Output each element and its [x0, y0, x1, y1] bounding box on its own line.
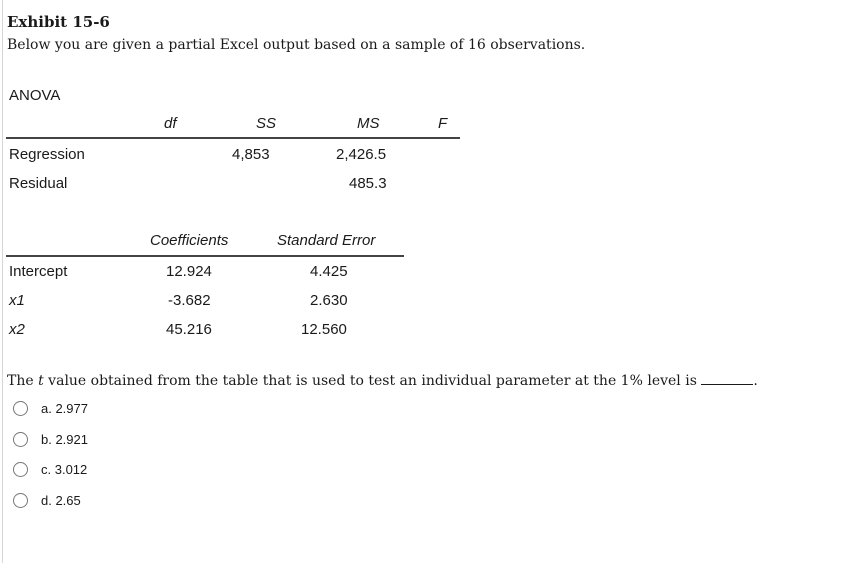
header-rule	[6, 137, 460, 139]
cell-x1-coef: -3.682	[168, 292, 211, 309]
header-ss: SS	[256, 115, 277, 132]
question-end: .	[753, 373, 758, 389]
anova-label: ANOVA	[9, 87, 61, 104]
option-a[interactable]	[13, 398, 88, 418]
question-part-2: value obtained from the table that is used to test an individual parameter at the 1% level is	[43, 373, 702, 389]
cell-intercept-coef: 12.924	[166, 263, 212, 280]
option-d[interactable]	[13, 490, 81, 510]
coefficients-table	[6, 230, 404, 345]
answer-blank	[701, 372, 753, 385]
cell-regression-ss: 4,853	[232, 146, 270, 163]
anova-table	[6, 113, 460, 203]
option-d-label: d. 2.65	[41, 492, 81, 508]
row-name-intercept: Intercept	[9, 263, 68, 280]
option-c-label: c. 3.012	[41, 461, 88, 477]
intro-text: Below you are given a partial Excel output based on a sample of 16 observations.	[7, 37, 586, 53]
cell-x1-se: 2.630	[310, 292, 348, 309]
exhibit-title: Exhibit 15-6	[7, 13, 110, 31]
question-text	[7, 372, 758, 389]
row-name-regression: Regression	[9, 146, 85, 163]
radio-button-b[interactable]	[13, 432, 28, 447]
row-name-x1: x1	[9, 292, 25, 309]
question-t-symbol: t	[38, 373, 44, 389]
cell-regression-ms: 2,426.5	[336, 146, 387, 163]
row-name-x2: x2	[9, 321, 25, 338]
radio-button-d[interactable]	[13, 493, 28, 508]
cell-intercept-se: 4.425	[310, 263, 348, 280]
cell-residual-ms: 485.3	[349, 175, 387, 192]
cell-x2-coef: 45.216	[166, 321, 212, 338]
header-df: df	[164, 115, 177, 132]
option-b[interactable]	[13, 429, 88, 449]
option-b-label: b. 2.921	[41, 431, 88, 447]
coef-header-rule	[6, 255, 404, 257]
header-f: F	[438, 115, 448, 132]
option-c[interactable]	[13, 459, 87, 479]
option-a-label: a. 2.977	[41, 400, 88, 416]
header-ms: MS	[357, 115, 380, 132]
radio-button-a[interactable]	[13, 401, 28, 416]
header-coefficients: Coefficients	[150, 232, 229, 249]
left-border	[2, 0, 3, 563]
radio-button-c[interactable]	[13, 462, 28, 477]
question-part-1: The	[7, 373, 39, 389]
row-name-residual: Residual	[9, 175, 68, 192]
cell-x2-se: 12.560	[301, 321, 347, 338]
header-standard-error: Standard Error	[277, 232, 376, 249]
